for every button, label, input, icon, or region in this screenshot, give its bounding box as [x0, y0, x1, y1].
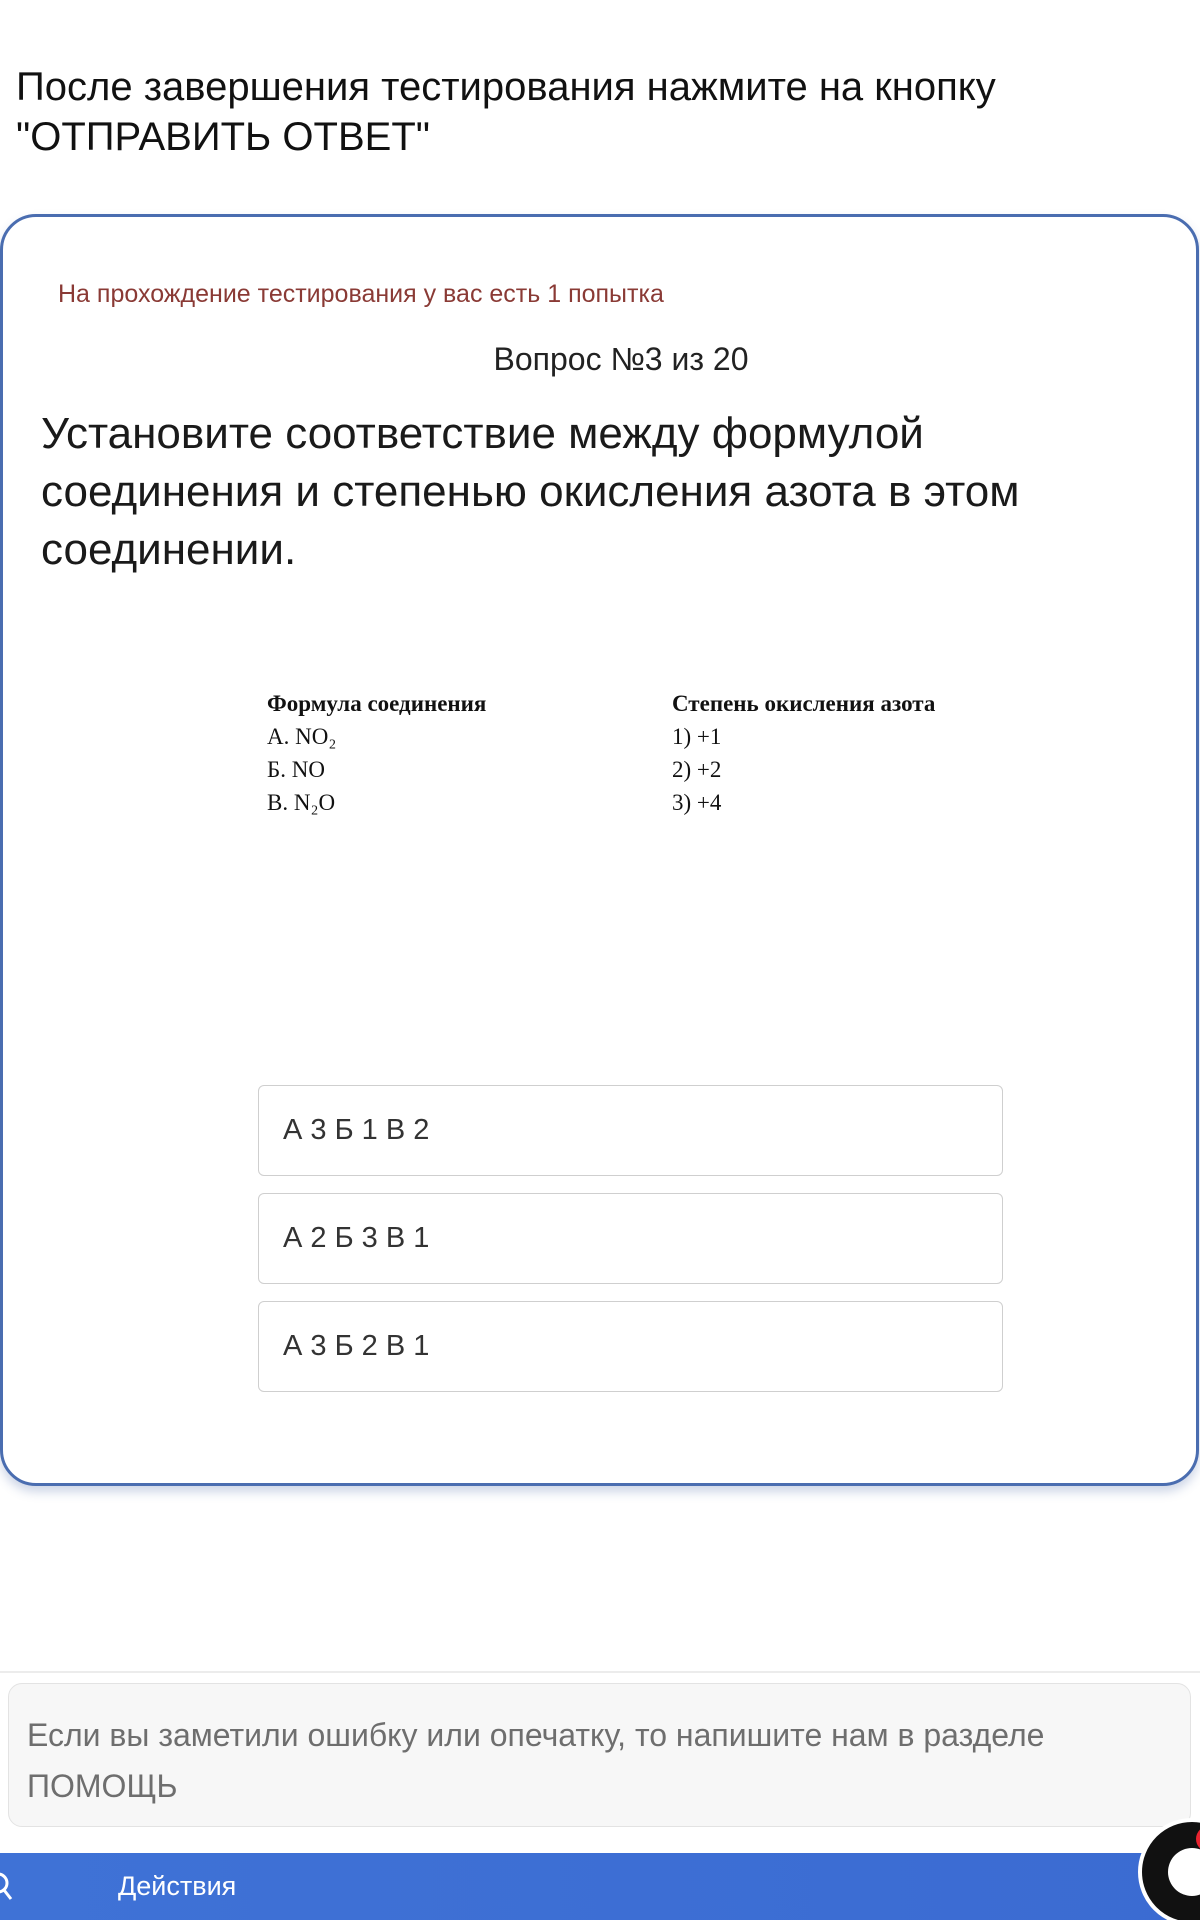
oxidation-row: 1) +1 [672, 724, 722, 749]
formula-row: Б. NO [267, 757, 325, 782]
quiz-card [0, 214, 1199, 1486]
formula-column-header: Формула соединения [267, 691, 487, 716]
chat-bubble-icon [1168, 1848, 1200, 1896]
attempts-note: На прохождение тестирования у вас есть 1 попытка [58, 280, 664, 308]
formula-row: А. NO₂ [267, 724, 337, 749]
oxidation-column [672, 687, 935, 819]
divider [0, 1671, 1200, 1673]
question-number: Вопрос №3 из 20 [493, 341, 749, 377]
formula-row: В. N₂O [267, 790, 336, 815]
search-icon[interactable] [0, 1869, 14, 1905]
answer-option-1[interactable]: А 3 Б 1 В 2 [258, 1085, 1003, 1176]
oxidation-column-header: Степень окисления азота [672, 691, 936, 716]
answer-option-3[interactable]: А 3 Б 2 В 1 [258, 1301, 1003, 1392]
answer-option-2[interactable]: А 2 Б 3 В 1 [258, 1193, 1003, 1284]
formula-column [267, 687, 486, 819]
actions-button[interactable]: Действия [118, 1871, 237, 1901]
oxidation-row: 3) +4 [672, 790, 722, 815]
question-text: Установите соответствие между формулой соединения и степенью окисления азота в этом соединении. [41, 409, 1020, 574]
submit-instruction: После завершения тестирования нажмите на кнопку "ОТПРАВИТЬ ОТВЕТ" [16, 65, 996, 159]
question-image-table [265, 687, 1005, 837]
bottom-action-bar [0, 1853, 1200, 1920]
answer-options [258, 1085, 1003, 1409]
oxidation-row: 2) +2 [672, 757, 722, 782]
error-report-notice: Если вы заметили ошибку или опечатку, то напишите нам в разделе ПОМОЩЬ [8, 1683, 1191, 1827]
